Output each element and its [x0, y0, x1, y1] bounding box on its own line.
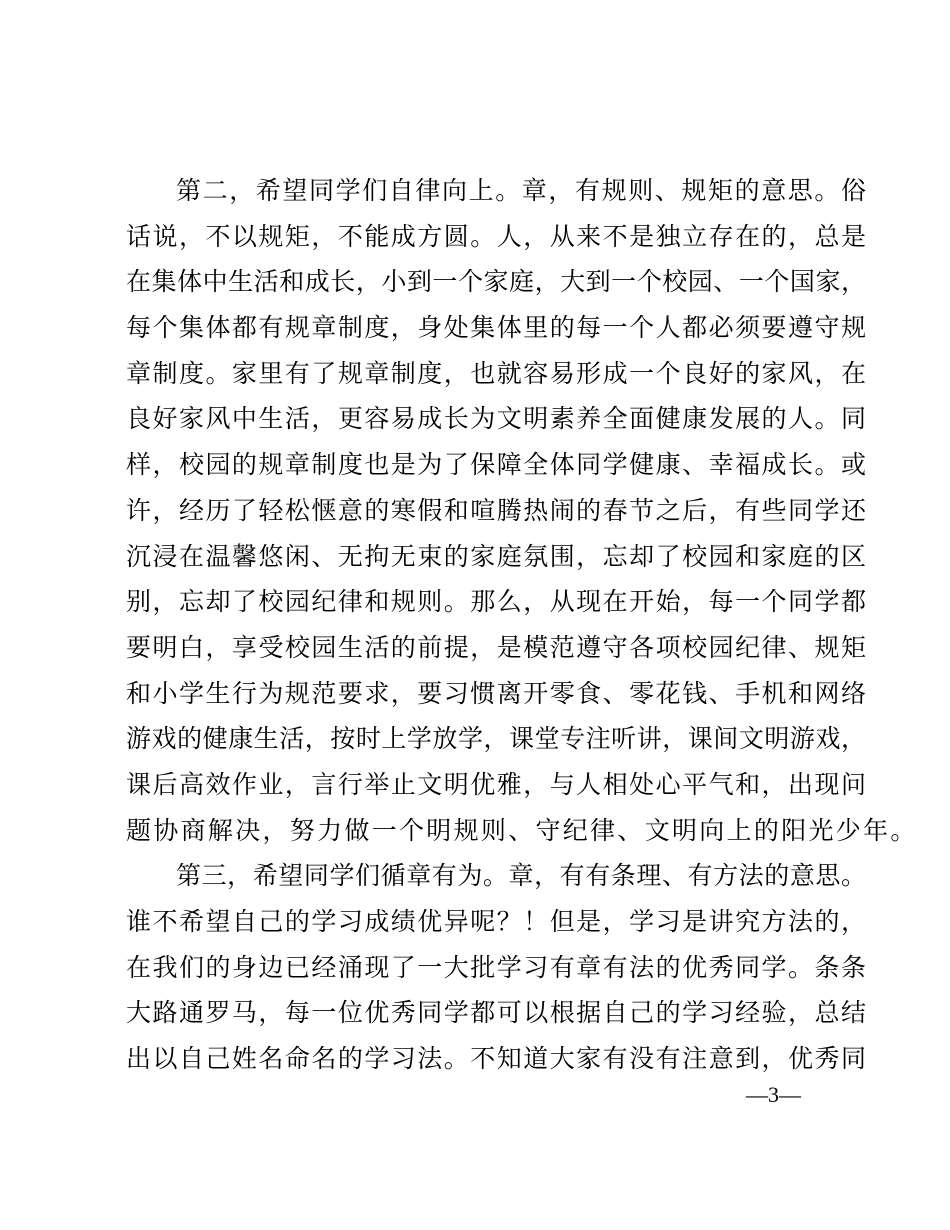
text-line: 在集体中生活和成长，小到一个家庭，大到一个校园、一个国家，	[126, 267, 866, 297]
text-line: 游戏的健康生活，按时上学放学，课堂专注听讲，课间文明游戏，	[126, 724, 866, 754]
text-line: 样，校园的规章制度也是为了保障全体同学健康、幸福成长。或	[126, 450, 866, 480]
body-text	[126, 168, 918, 1082]
text-line: 许，经历了轻松惬意的寒假和喧腾热闹的春节之后，有些同学还	[126, 495, 866, 525]
text-line: 每个集体都有规章制度，身处集体里的每一个人都必须要遵守规	[126, 313, 866, 343]
text-line: 在我们的身边已经涌现了一大批学习有章有法的优秀同学。条条	[126, 952, 866, 982]
text-line: 大路通罗马，每一位优秀同学都可以根据自己的学习经验，总结	[126, 998, 866, 1028]
text-line: 良好家风中生活，更容易成长为文明素养全面健康发展的人。同	[126, 404, 866, 434]
text-line: 别，忘却了校园纪律和规则。那么，从现在开始，每一个同学都	[126, 587, 866, 617]
text-line: 沉浸在温馨悠闲、无拘无束的家庭氛围，忘却了校园和家庭的区	[126, 541, 866, 571]
paragraph-third-point	[126, 853, 866, 1081]
text-line: 章制度。家里有了规章制度，也就容易形成一个良好的家风，在	[126, 358, 866, 388]
text-line: 和小学生行为规范要求，要习惯离开零食、零花钱、手机和网络	[126, 678, 866, 708]
text-line: 出以自己姓名命名的学习法。不知道大家有没有注意到，优秀同	[126, 1044, 866, 1074]
text-line: 要明白，享受校园生活的前提，是模范遵守各项校园纪律、规矩	[126, 632, 866, 662]
text-line: 话说，不以规矩，不能成方圆。人，从来不是独立存在的，总是	[126, 221, 866, 251]
text-line: 题协商解决，努力做一个明规则、守纪律、文明向上的阳光少年。	[126, 815, 918, 845]
text-line: 课后高效作业，言行举止文明优雅，与人相处心平气和，出现问	[126, 769, 866, 799]
paragraph-second-point	[126, 168, 918, 853]
text-line: 第二，希望同学们自律向上。章，有规则、规矩的意思。俗	[176, 176, 866, 205]
page-number: —3—	[746, 1082, 801, 1107]
text-line: 谁不希望自己的学习成绩优异呢？！但是，学习是讲究方法的，	[126, 907, 866, 936]
text-line: 第三，希望同学们循章有为。章，有有条理、有方法的意思。	[176, 861, 866, 891]
